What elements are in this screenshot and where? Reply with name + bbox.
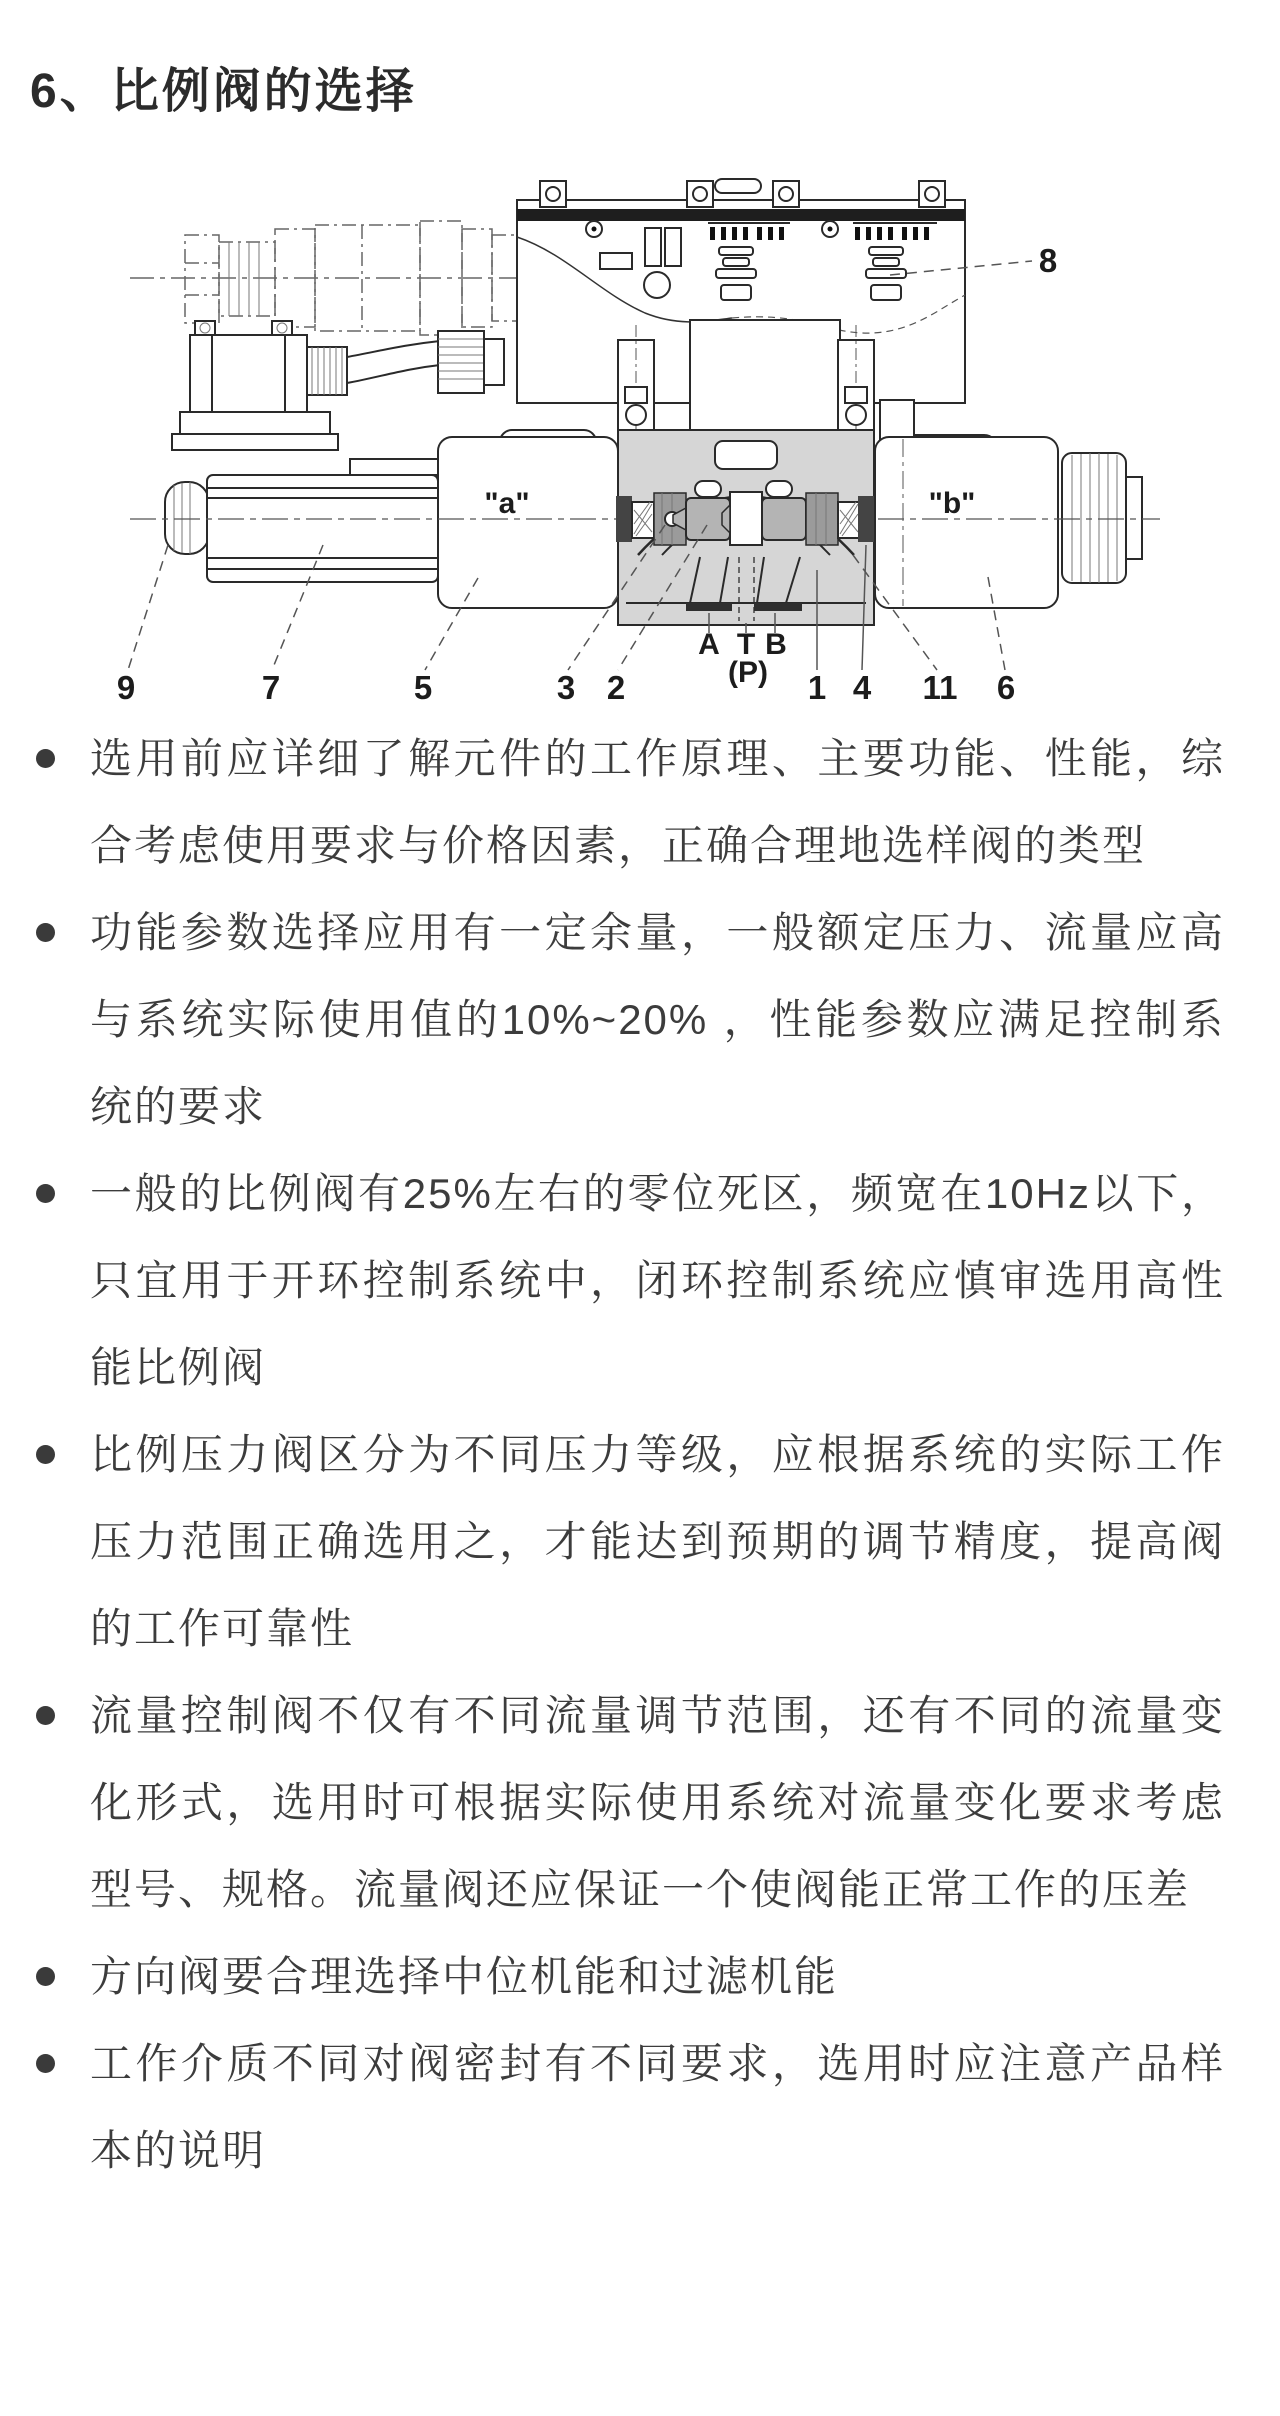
bullet-dot <box>36 923 55 942</box>
label-port-t: T <box>736 628 756 661</box>
label-9: 9 <box>116 669 136 706</box>
list-item <box>90 1672 1225 1933</box>
bullet-dot <box>36 1184 55 1203</box>
list-item <box>90 715 1225 889</box>
seat-right <box>806 493 838 545</box>
bullet-dot <box>36 749 55 768</box>
seal-right <box>858 496 874 542</box>
bullet-text: 功能参数选择应用有一定余量，一般额定压力、流量应高与系统实际使用值的10%~20% ，性能参数应满足控制系统的要求 <box>90 909 1225 1130</box>
sensor-assembly <box>130 221 570 335</box>
label-port-a: A <box>698 628 720 661</box>
list-item <box>90 1150 1225 1411</box>
page-title: 6、比例阀的选择 <box>30 65 417 118</box>
label-1: 1 <box>807 669 827 706</box>
valve-diagram <box>60 125 1220 715</box>
cable-gland <box>438 331 484 393</box>
bullet-list <box>0 715 1280 2194</box>
label-7: 7 <box>261 669 281 706</box>
manual-override-knob <box>1062 453 1142 583</box>
bullet-dot <box>36 1445 55 1464</box>
bullet-dot <box>36 1706 55 1725</box>
label-port-b: B <box>765 628 787 661</box>
label-6: 6 <box>996 669 1016 706</box>
bullet-text: 比例压力阀区分为不同压力等级，应根据系统的实际工作压力范围正确选用之，才能达到预期的调节精度，提高阀的工作可靠性 <box>90 1431 1225 1652</box>
capacitor-stack-left <box>716 247 756 300</box>
seal-left <box>616 496 632 542</box>
cable <box>347 341 440 357</box>
capacitor-stack-right <box>866 247 906 300</box>
bullet-dot <box>36 1967 55 1986</box>
port-b-opening <box>754 603 802 611</box>
bullet-text: 流量控制阀不仅有不同流量调节范围，还有不同的流量变化形式，选用时可根据实际使用系统对流量变化要求考虑型号、规格。流量阀还应保证一个使阀能正常工作的压差 <box>90 1692 1225 1913</box>
label-5: 5 <box>413 669 433 706</box>
list-item <box>90 1933 1225 2020</box>
valve-diagram-svg <box>60 125 1220 715</box>
list-item <box>90 2020 1225 2194</box>
spool-center-collar <box>730 492 762 545</box>
label-port-p: (P) <box>728 656 768 689</box>
label-chamber-a: "a" <box>484 487 530 520</box>
port-a-opening <box>686 603 732 611</box>
body-block-a <box>438 437 618 608</box>
label-4: 4 <box>852 669 872 706</box>
label-11: 11 <box>922 669 958 706</box>
spool-land-right <box>762 498 806 540</box>
label-2: 2 <box>606 669 626 706</box>
bullet-dot <box>36 2054 55 2073</box>
label-chamber-b: "b" <box>928 487 976 520</box>
bullet-text: 选用前应详细了解元件的工作原理、主要功能、性能，综合考虑使用要求与价格因素，正确合理地选样阀的类型 <box>90 735 1225 869</box>
list-item <box>90 889 1225 1150</box>
bullet-text: 工作介质不同对阀密封有不同要求，选用时应注意产品样本的说明 <box>90 2040 1225 2174</box>
bullet-text: 方向阀要合理选择中位机能和过滤机能 <box>90 1953 839 2000</box>
label-3: 3 <box>556 669 576 706</box>
body-block-b <box>875 437 1058 608</box>
connector-plug <box>172 321 504 450</box>
bullet-text: 一般的比例阀有25%左右的零位死区，频宽在10Hz以下，只宜用于开环控制系统中，闭环控制系统应慎审选用高性能比例阀 <box>90 1170 1225 1391</box>
label-8: 8 <box>1038 242 1058 279</box>
list-item <box>90 1411 1225 1672</box>
solenoid-left <box>165 459 438 582</box>
